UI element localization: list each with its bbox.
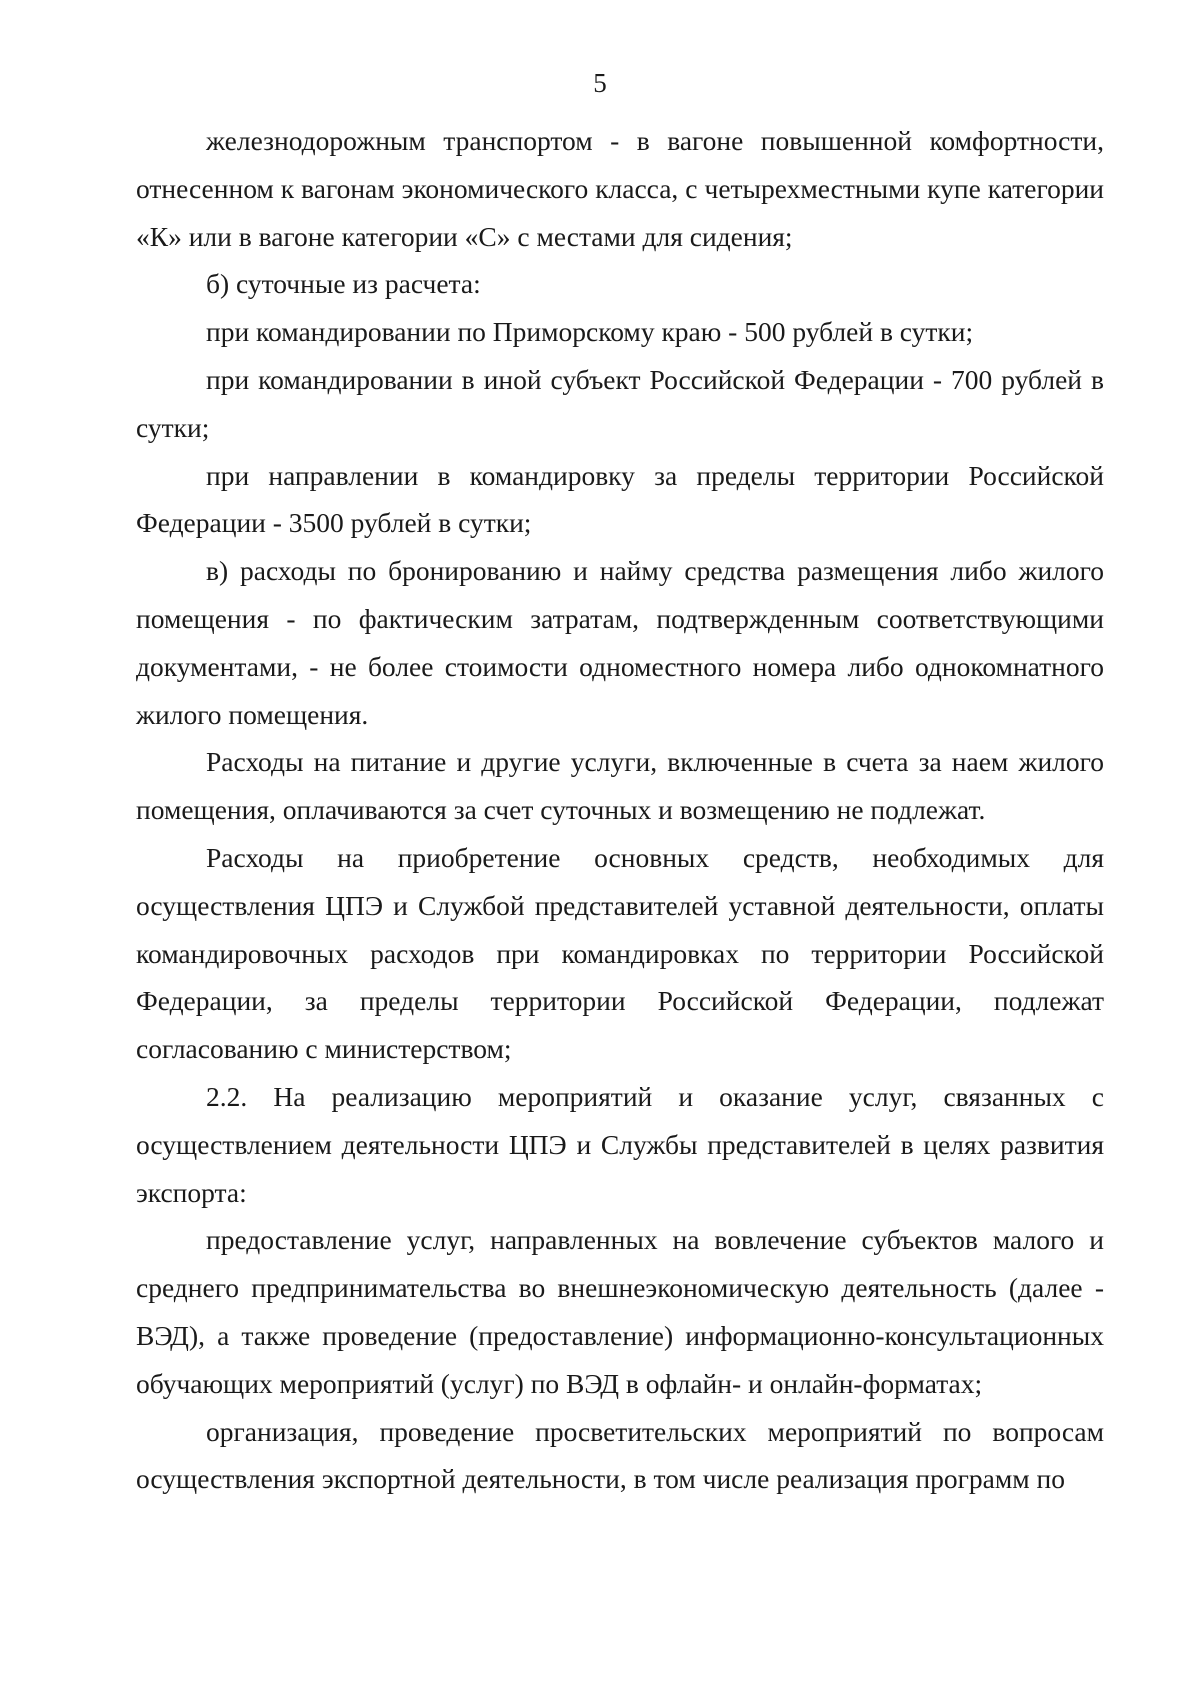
paragraph-meals: Расходы на питание и другие услуги, включенные в счета за наем жилого помещения, оплачиваются за счет суточных и возмещению не подлежат. — [136, 746, 1104, 826]
paragraph-educational-events: организация, проведение просветительских мероприятий по вопросам осуществления экспортной деятельности, в том числе реализация программ по — [136, 1415, 1104, 1495]
paragraph-per-diem-heading: б) суточные из расчета: — [206, 268, 481, 300]
paragraph-fixed-assets: Расходы на приобретение основных средств, необходимых для осуществления ЦПЭ и Службой представителей уставной деятельности, оплаты командировочных расходов при командировках по территории Российской Федерации, за пределы территории Российской Федерации, подлежат согласованию с министерством; — [136, 841, 1104, 1065]
paragraph-per-diem-other-region: при командировании в иной субъект Российской Федерации - 700 рублей в сутки; — [136, 363, 1104, 443]
paragraph-services-sme: предоставление услуг, направленных на вовлечение субъектов малого и среднего предпринимательства во внешнеэкономическую деятельность (далее - ВЭД), а также проведение (предоставление) информационно-консультационных обучающих мероприятий (услуг) по ВЭД в офлайн- и онлайн-форматах; — [136, 1224, 1104, 1399]
paragraph-section-2-2: 2.2. На реализацию мероприятий и оказание услуг, связанных с осуществлением деятельности ЦПЭ и Службы представителей в целях развития экспорта: — [136, 1080, 1104, 1208]
paragraph-per-diem-abroad: при направлении в командировку за пределы территории Российской Федерации - 3500 рублей в сутки; — [136, 459, 1104, 539]
paragraph-accommodation: в) расходы по бронированию и найму средства размещения либо жилого помещения - по фактическим затратам, подтвержденным соответствующими документами, - не более стоимости одноместного номера либо однокомнатного жилого помещения. — [136, 555, 1104, 730]
page-number: 5 — [593, 68, 607, 98]
document-body — [136, 117, 1104, 1503]
paragraph-per-diem-primorsky: при командировании по Приморскому краю - 500 рублей в сутки; — [206, 316, 974, 348]
paragraph-rail-transport: железнодорожным транспортом - в вагоне повышенной комфортности, отнесенном к вагонам экономического класса, с четырехместными купе категории «К» или в вагоне категории «С» с местами для сидения; — [136, 125, 1104, 252]
